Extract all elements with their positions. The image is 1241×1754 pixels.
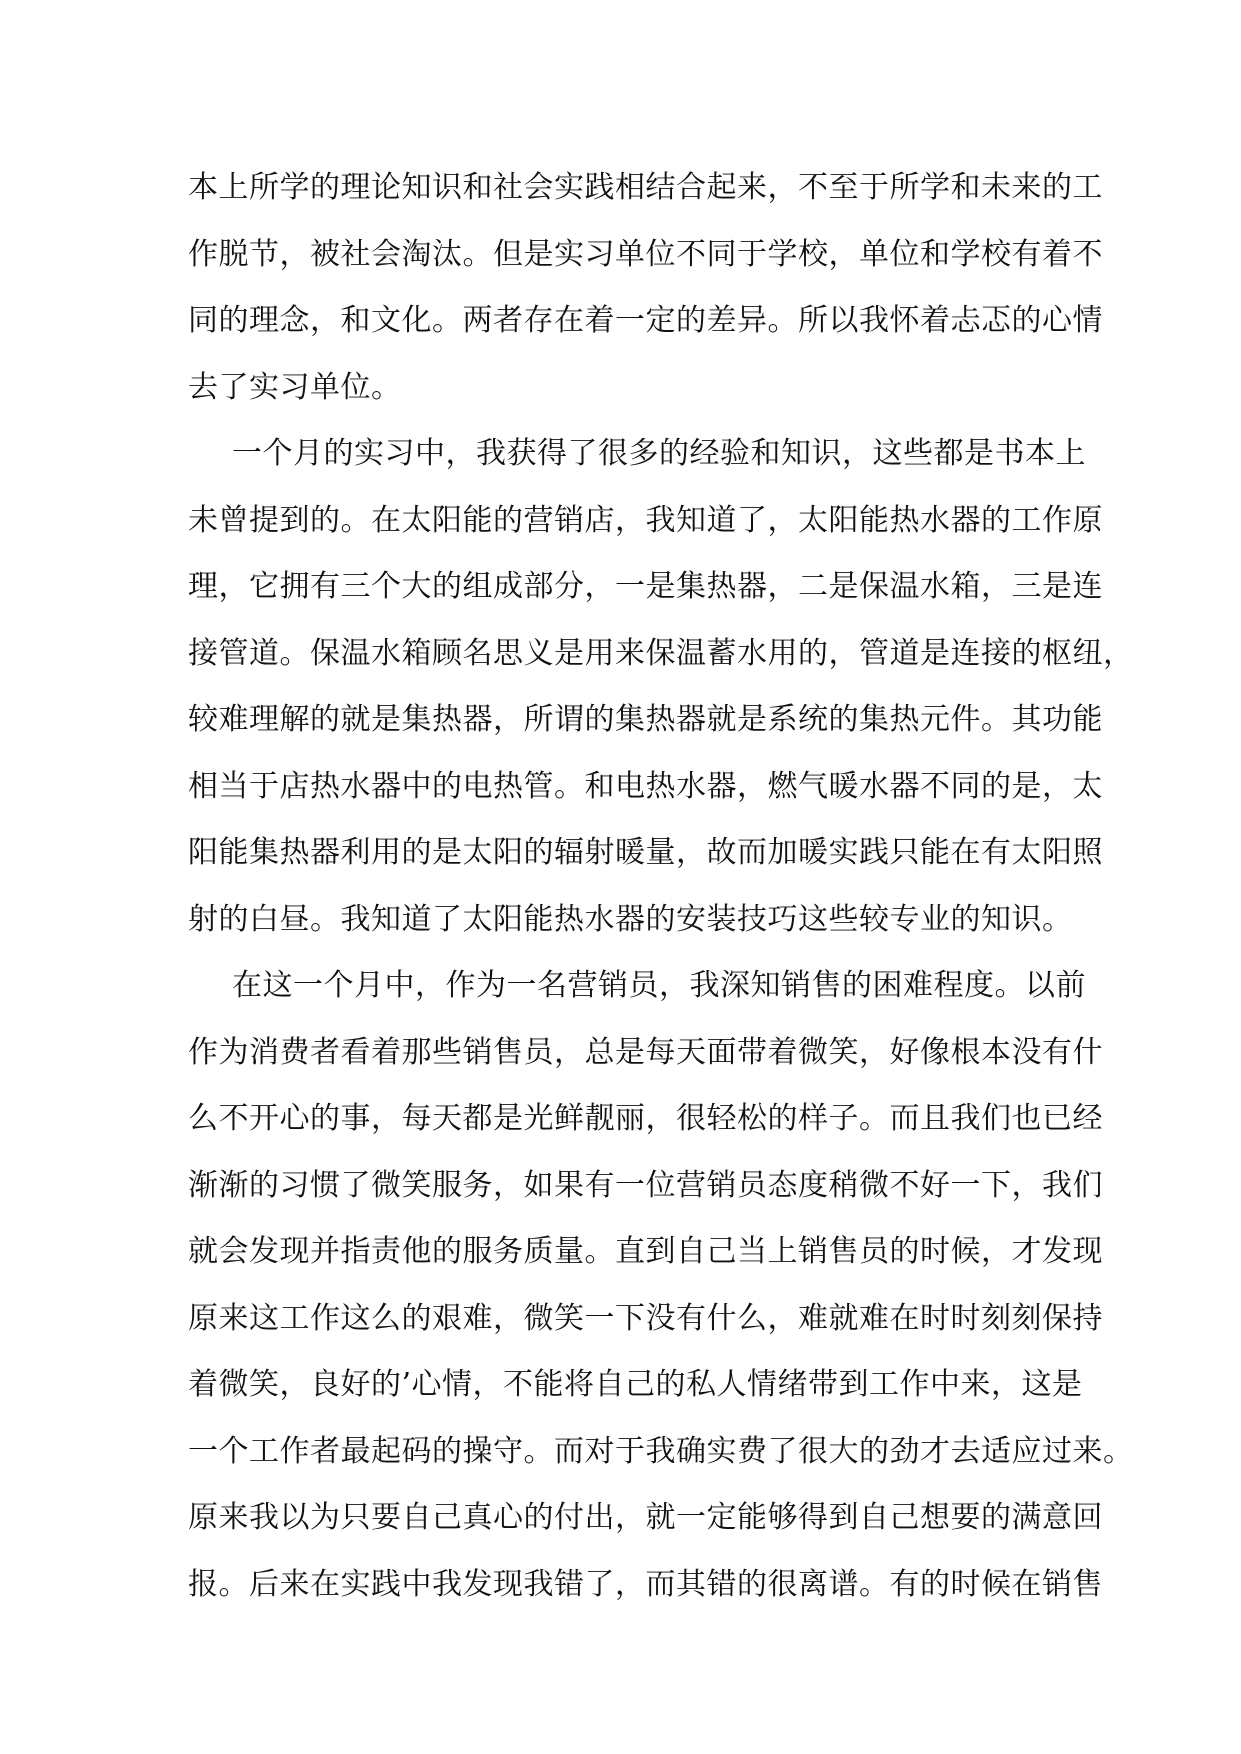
text-line: 未曾提到的。在太阳能的营销店，我知道了，太阳能热水器的工作原 [188, 502, 1103, 538]
paragraph-first-line: 在这一个月中，作为一名营销员，我深知销售的困难程度。以前 [232, 968, 1086, 1003]
text-line: 渐渐的习惯了微笑服务，如果有一位营销员态度稍微不好一下，我们 [188, 1167, 1103, 1203]
document-body [188, 155, 1134, 1618]
text-line: 作脱节，被社会淘汰。但是实习单位不同于学校，单位和学校有着不 [188, 236, 1103, 272]
text-line: 么不开心的事，每天都是光鲜靓丽，很轻松的样子。而且我们也已经 [188, 1101, 1103, 1136]
text-line: 着微笑，良好的’心情，不能将自己的私人情绪带到工作中来，这是 [188, 1367, 1083, 1402]
text-line: 同的理念，和文化。两者存在着一定的差异。所以我怀着忐忑的心情 [188, 303, 1103, 338]
text-line: 一个工作者最起码的操守。而对于我确实费了很大的劲才去适应过来。 [188, 1433, 1134, 1469]
paragraph-first-line: 一个月的实习中，我获得了很多的经验和知识，这些都是书本上 [232, 436, 1086, 471]
text-line: 接管道。保温水箱顾名思义是用来保温蓄水用的，管道是连接的枢纽， [188, 635, 1134, 671]
text-line: 原来我以为只要自己真心的付出，就一定能够得到自己想要的满意回 [188, 1500, 1103, 1535]
text-line: 相当于店热水器中的电热管。和电热水器，燃气暖水器不同的是，太 [188, 768, 1103, 804]
text-line: 去了实习单位。 [188, 369, 402, 405]
text-line: 阳能集热器利用的是太阳的辐射暖量，故而加暖实践只能在有太阳照 [188, 835, 1103, 870]
text-line: 就会发现并指责他的服务质量。直到自己当上销售员的时候，才发现 [188, 1234, 1103, 1269]
text-line: 较难理解的就是集热器，所谓的集热器就是系统的集热元件。其功能 [188, 702, 1103, 737]
text-line: 本上所学的理论知识和社会实践相结合起来，不至于所学和未来的工 [188, 170, 1103, 205]
text-line: 报。后来在实践中我发现我错了，而其错的很离谱。有的时候在销售 [188, 1566, 1103, 1602]
text-line: 理，它拥有三个大的组成部分，一是集热器，二是保温水箱，三是连 [188, 569, 1103, 604]
text-line: 射的白昼。我知道了太阳能热水器的安装技巧这些较专业的知识。 [188, 901, 1073, 937]
text-line: 原来这工作这么的艰难，微笑一下没有什么，难就难在时时刻刻保持 [188, 1300, 1103, 1336]
text-line: 作为消费者看着那些销售员，总是每天面带着微笑，好像根本没有什 [188, 1034, 1103, 1070]
